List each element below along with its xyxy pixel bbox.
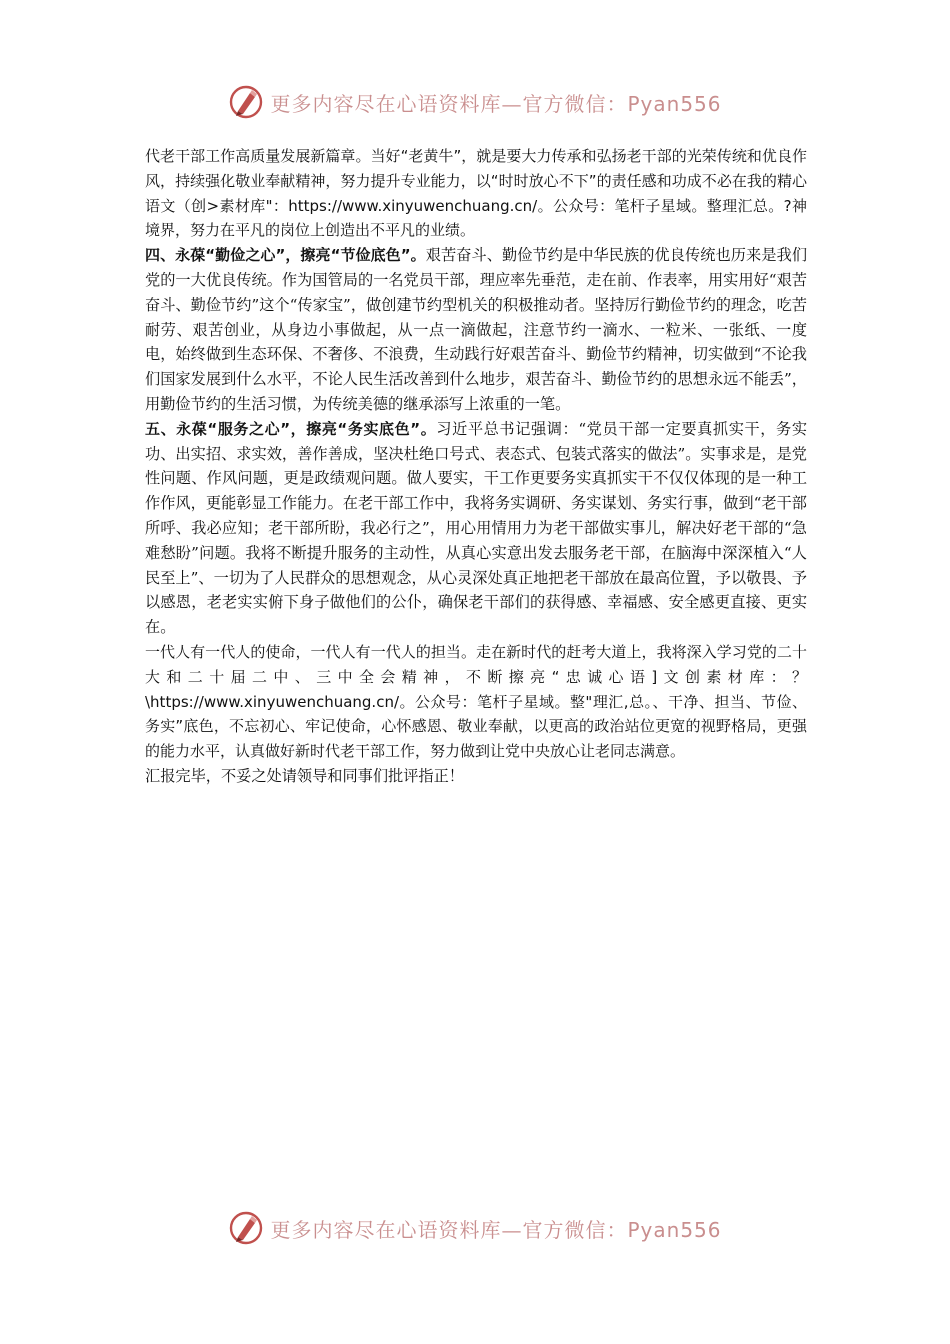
header-banner [0,84,950,120]
footer-text: 更多内容尽在心语资料库—官方微信： [270,1217,628,1242]
header-banner-text [270,88,721,117]
footer-banner-text [270,1214,721,1243]
pen-logo-icon [228,84,264,120]
section-4 [145,243,807,417]
section-5 [145,417,807,640]
paragraph-intro: 代老干部工作高质量发展新篇章。当好“老黄牛”，就是要大力传承和弘扬老干部的光荣传统和优良作风，持续强化敬业奉献精神，努力提升专业能力，以“时时放心不下”的责任感和功成不必在我的精心语文（创>素材库"：https://www.xinyuwenchuang.cn/。公众号：笔杆子星域。整理汇总。?神境界，努力在平凡的岗位上创造出不平凡的业绩。 [145,147,807,240]
paragraph-closing: 一代人有一代人的使命，一代人有一代人的担当。走在新时代的赶考大道上，我将深入学习党的二十大和二十届二中、三中全会精神，不断擦亮“忠诚心语]文创素材库：？\https://www.xinyuwenchuang.cn/。公众号：笔杆子星域。整"理汇,总。、干净、担当、节俭、务实”底色，不忘初心、牢记使命，心怀感恩、敬业奉献，以更高的政治站位更宽的视野格局，更强的能力水平，认真做好新时代老干部工作，努力做到让党中央放心让老同志满意。 [145,642,807,761]
section-4-body: 艰苦奋斗、勤俭节约是中华民族的优良传统也历来是我们党的一大优良传统。作为国管局的一名党员干部，理应率先垂范，走在前、作表率，用实用好“艰苦奋斗、勤俭节约”这个“传家宝”，做创建节约型机关的积极推动者。坚持厉行勤俭节约的理念，吃苦耐劳、艰苦创业，从身边小事做起，从一点一滴做起，注意节约一滴水、一粒米、一张纸、一度电，始终做到生态环保、不奢侈、不浪费，生动践行好艰苦奋斗、勤俭节约精神，切实做到“不论我们国家发展到什么水平，不论人民生活改善到什么地步，艰苦奋斗、勤俭节约的思想永远不能丢”，用勤俭节约的生活习惯，为传统美德的继承添写上浓重的一笔。 [145,246,808,413]
footer-banner [0,1210,950,1246]
pen-logo-icon [228,1210,264,1246]
section-5-body: 习近平总书记强调：“党员干部一定要真抓实干，务实功、出实招、求实效，善作善成，坚决杜绝口号式、表态式、包装式落实的做法”。实事求是，是党性问题、作风问题，更是政绩观问题。做人要实，干工作更要务实真抓实干不仅仅体现的是一种工作作风，更能彰显工作能力。在老干部工作中，我将务实调研、务实谋划、务实行事，做到“老干部所呼、我必应知；老干部所盼，我必行之”，用心用情用力为老干部做实事儿，解决好老干部的“急难愁盼”问题。我将不断提升服务的主动性，从真心实意出发去服务老干部，在脑海中深深植入“人民至上”、一切为了人民群众的思想观念，从心灵深处真正地把老干部放在最高位置，予以敬畏、予以感恩，老老实实俯下身子做他们的公仆，确保老干部们的获得感、幸福感、安全感更直接、更实在。 [145,419,808,637]
paragraph-end: 汇报完毕，不妥之处请领导和同事们批评指正！ [145,766,464,785]
header-wechat-id: Pyan556 [627,91,722,116]
footer-wechat-id: Pyan556 [627,1217,722,1242]
section-5-heading: 五、永葆“服务之心”，擦亮“务实底色”。 [145,419,437,438]
section-4-heading: 四、永葆“勤俭之心”，擦亮“节俭底色”。 [145,246,426,265]
header-text: 更多内容尽在心语资料库—官方微信： [270,91,628,116]
document-body [145,144,807,789]
